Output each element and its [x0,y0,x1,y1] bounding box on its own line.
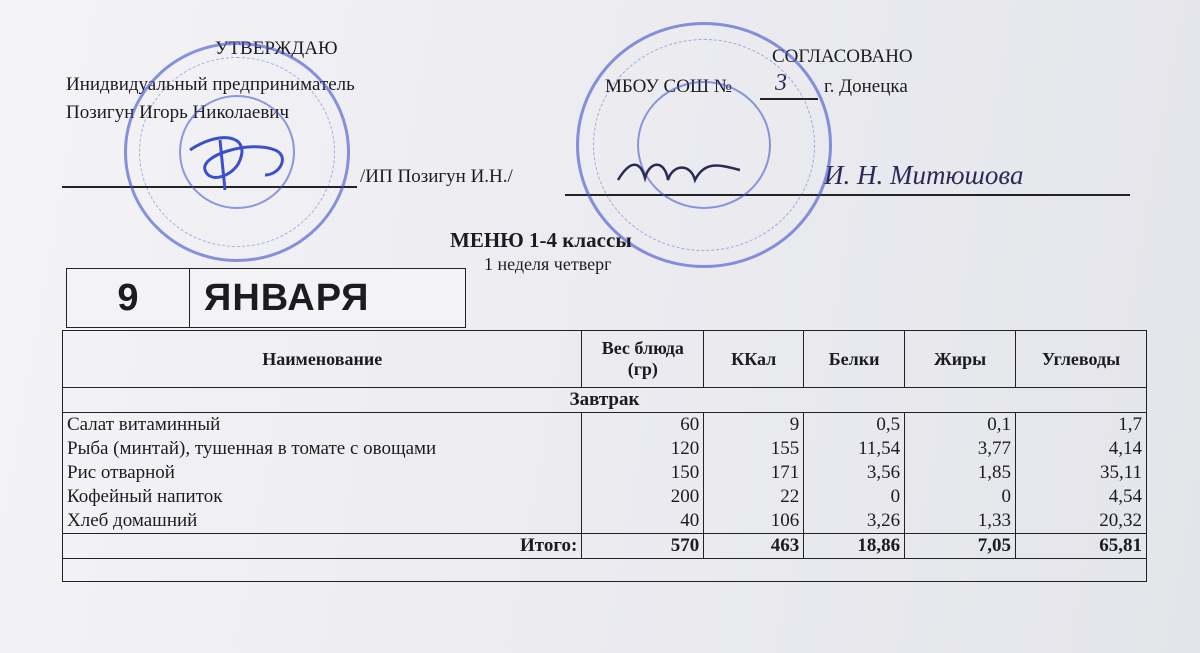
dish-protein: 0,5 [804,413,905,438]
section-row [63,388,1147,413]
blank-cell [63,559,1147,582]
dish-name: Салат витаминный [63,413,582,438]
dish-kcal: 22 [704,485,804,509]
table-row [63,509,1147,534]
date-box [66,268,466,328]
dish-name: Рыба (минтай), тушенная в томате с овощами [63,437,582,461]
approve-line-1: Инидвидуальный предприниматель [66,74,355,95]
dish-fat: 1,33 [905,509,1016,534]
agree-heading: СОГЛАСОВАНО [772,46,913,67]
right-signature-scribble [610,140,750,200]
total-kcal: 463 [704,534,804,559]
dish-fat: 3,77 [905,437,1016,461]
blank-row [63,559,1147,582]
dish-kcal: 9 [704,413,804,438]
section-label: Завтрак [63,388,1147,413]
dish-carbs: 4,54 [1016,485,1147,509]
dish-fat: 0 [905,485,1016,509]
dish-kcal: 171 [704,461,804,485]
dish-name: Рис отварной [63,461,582,485]
dish-carbs: 4,14 [1016,437,1147,461]
dish-protein: 11,54 [804,437,905,461]
menu-title: МЕНЮ 1-4 классы [450,228,632,252]
date-month: ЯНВАРЯ [204,276,370,319]
dish-protein: 0 [804,485,905,509]
total-weight: 570 [582,534,704,559]
total-fat: 7,05 [905,534,1016,559]
agree-school: МБОУ СОШ № [605,76,732,97]
dish-name: Кофейный напиток [63,485,582,509]
table-row [63,413,1147,438]
left-signature-scribble [180,120,300,200]
dish-carbs: 35,11 [1016,461,1147,485]
dish-kcal: 155 [704,437,804,461]
dish-weight: 40 [582,509,704,534]
agree-signature-name: И. Н. Митюшова [824,160,1024,190]
approve-heading: УТВЕРЖДАЮ [215,38,338,59]
header-protein: Белки [804,331,905,388]
agree-school-number: 3 [775,70,787,96]
dish-weight: 60 [582,413,704,438]
dish-fat: 1,85 [905,461,1016,485]
dish-protein: 3,26 [804,509,905,534]
header-fat: Жиры [905,331,1016,388]
dish-fat: 0,1 [905,413,1016,438]
date-day: 9 [67,269,190,327]
header-kcal: ККал [704,331,804,388]
table-header-row [63,331,1147,388]
header-carbs: Углеводы [1016,331,1147,388]
dish-name: Хлеб домашний [63,509,582,534]
dish-weight: 200 [582,485,704,509]
dish-kcal: 106 [704,509,804,534]
dish-weight: 150 [582,461,704,485]
table-row [63,461,1147,485]
table-row [63,485,1147,509]
total-carbs: 65,81 [1016,534,1147,559]
dish-carbs: 1,7 [1016,413,1147,438]
agree-city: г. Донецка [824,76,908,97]
approve-signature-name: /ИП Позигун И.Н./ [360,166,513,187]
dish-protein: 3,56 [804,461,905,485]
menu-subtitle: 1 неделя четверг [484,254,612,274]
dish-carbs: 20,32 [1016,509,1147,534]
total-protein: 18,86 [804,534,905,559]
approve-line-2: Позигун Игорь Николаевич [66,102,290,123]
header-weight: Вес блюда (гр) [582,331,704,388]
total-row [63,534,1147,559]
dish-weight: 120 [582,437,704,461]
header-name: Наименование [63,331,582,388]
table-row [63,437,1147,461]
menu-table [62,330,1147,582]
total-label: Итого: [63,534,582,559]
